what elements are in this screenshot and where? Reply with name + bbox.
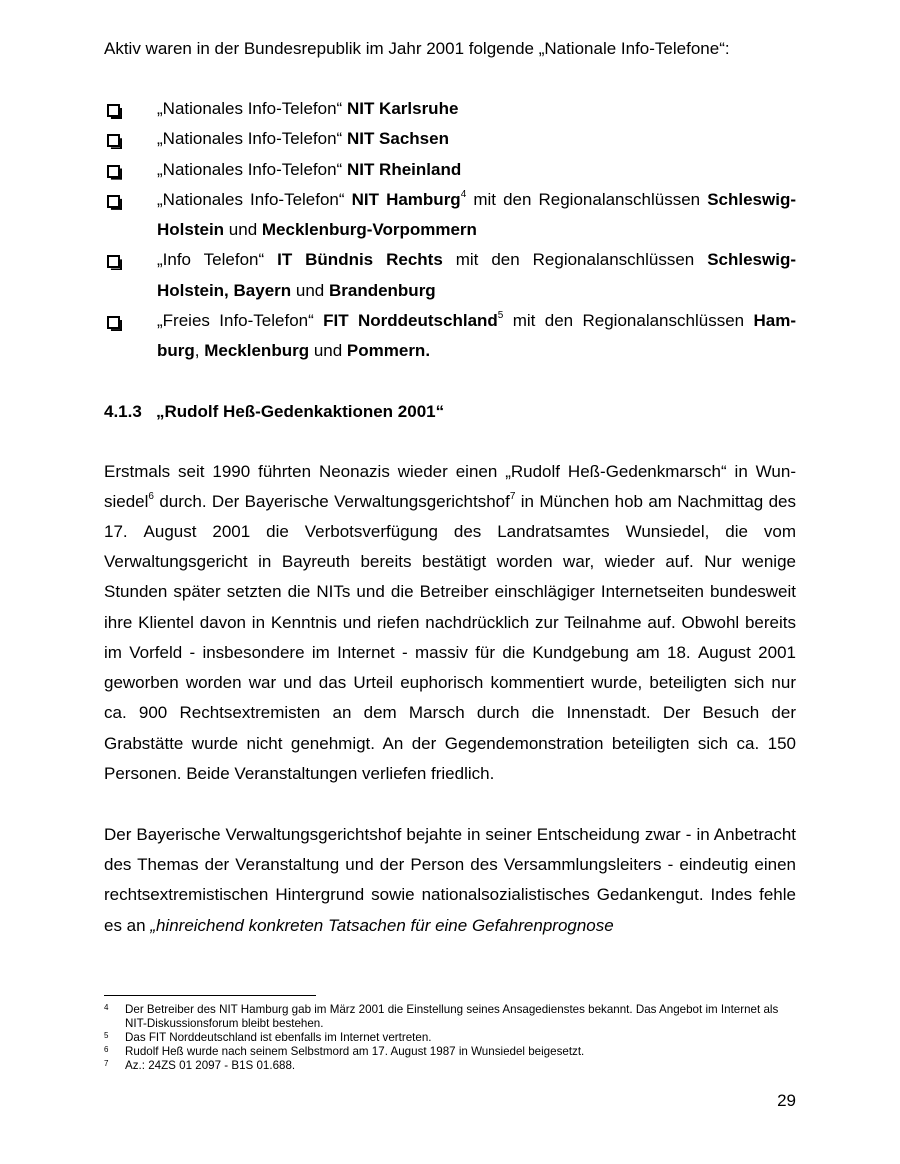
- paragraph-2: Der Bayerische Verwaltungsgerichtshof bejahte in seiner Entscheidung zwar - in Anbetracht des Themas der Veranstaltung und der Person des Versammlungsleiters - eindeutig einen rechtsextremistischen Hintergrund sowie nationalsozialistisches Gedankengut. Indes fehle es an „hinreichend konkreten Tatsachen für eine Gefahrenprognose: [104, 824, 796, 935]
- list-item: „Nationales Info-Telefon“ NIT Hamburg$^4$ mit den Regionalanschlüssen Schleswig-Holstein und Mecklenburg-Vorpommern: [104, 185, 796, 246]
- footnote-item: 7 Az.: 24ZS 01 2097 - B1S 01.688.: [104, 1059, 296, 1072]
- page-body: [104, 34, 796, 941]
- footnote-ref-6[interactable]: 6: [148, 491, 154, 503]
- section-title: „Rudolf Heß-Gedenkaktionen 2001“: [156, 401, 445, 421]
- footnote-item: 4 Der Betreiber des NIT Hamburg gab im März 2001 die Einstellung seines Ansagedienstes bekannt. Das Angebot im Internet als NIT-Diskussionsforum bleibt bestehen.: [104, 1003, 779, 1030]
- info-telefon-list: [104, 94, 796, 367]
- checkbox-bullet-icon: [107, 134, 120, 147]
- footnote-ref-4[interactable]: 4: [460, 189, 467, 201]
- list-item: „Nationales Info-Telefon“ NIT Sachsen: [104, 124, 796, 154]
- paragraph-1: Erstmals seit 1990 führten Neonazis wieder einen „Rudolf Heß-Gedenkmarsch“ in Wunsiedel$^6$ durch. Der Bayerische Verwaltungsgerichtshof$^7$ in München hob am Nachmittag des 17. August 2001 die Verbotsverfügung des Landratsamtes Wunsiedel, die vom Verwaltungsgericht in Bayreuth bereits bestätigt worden war, wieder auf. Nur wenige Stunden später setzten die NITs und die Betreiber einschlägiger Internetseiten bundesweit ihre Klientel davon in Kenntnis und riefen nachdrücklich zur Teilnahme auf. Obwohl bereits im Vorfeld - insbesondere im Internet - massiv für die Kundgebung am 18. August 2001 geworben worden war und das Urteil euphorisch kommentiert wurde, beteiligten sich nur ca. 900 Rechtsextremisten an dem Marsch durch die Innenstadt. Der Besuch der Grabstätte wurde nicht genehmigt. An der Gegendemonstration beteiligten sich ca. 150 Personen. Beide Veranstaltungen verliefen friedlich.: [104, 461, 796, 783]
- list-item: „Nationales Info-Telefon“ NIT Karlsruhe: [104, 94, 796, 124]
- page-number: 29: [777, 1091, 796, 1110]
- footnote-ref-5[interactable]: 5: [497, 310, 504, 322]
- list-item: „Info Telefon“ IT Bündnis Rechts mit den Regionalanschlüssen Schleswig-Holstein, Bayern und Brandenburg: [104, 245, 796, 306]
- footnote-ref-7[interactable]: 7: [509, 491, 516, 503]
- footnote-divider: [104, 995, 316, 996]
- checkbox-bullet-icon: [107, 165, 120, 178]
- checkbox-bullet-icon: [107, 104, 120, 117]
- checkbox-bullet-icon: [107, 255, 120, 268]
- footnotes: [104, 1003, 796, 1073]
- section-number: 4.1.3: [104, 401, 142, 421]
- section-heading: [104, 397, 796, 427]
- checkbox-bullet-icon: [107, 316, 120, 329]
- checkbox-bullet-icon: [107, 195, 120, 208]
- footnote-item: 6 Rudolf Heß wurde nach seinem Selbstmord am 17. August 1987 in Wunsiedel beigesetzt.: [104, 1045, 585, 1058]
- intro-text: Aktiv waren in der Bundesrepublik im Jahr 2001 folgende „Nationale Info-Telefone“:: [104, 39, 730, 58]
- list-item: „Nationales Info-Telefon“ NIT Rheinland: [104, 155, 796, 185]
- footnote-item: 5 Das FIT Norddeutschland ist ebenfalls im Internet vertreten.: [104, 1031, 432, 1044]
- list-item: „Freies Info-Telefon“ FIT Norddeutschland$^5$ mit den Regionalanschlüssen Hamburg, Mecklenburg und Pommern.: [104, 306, 796, 367]
